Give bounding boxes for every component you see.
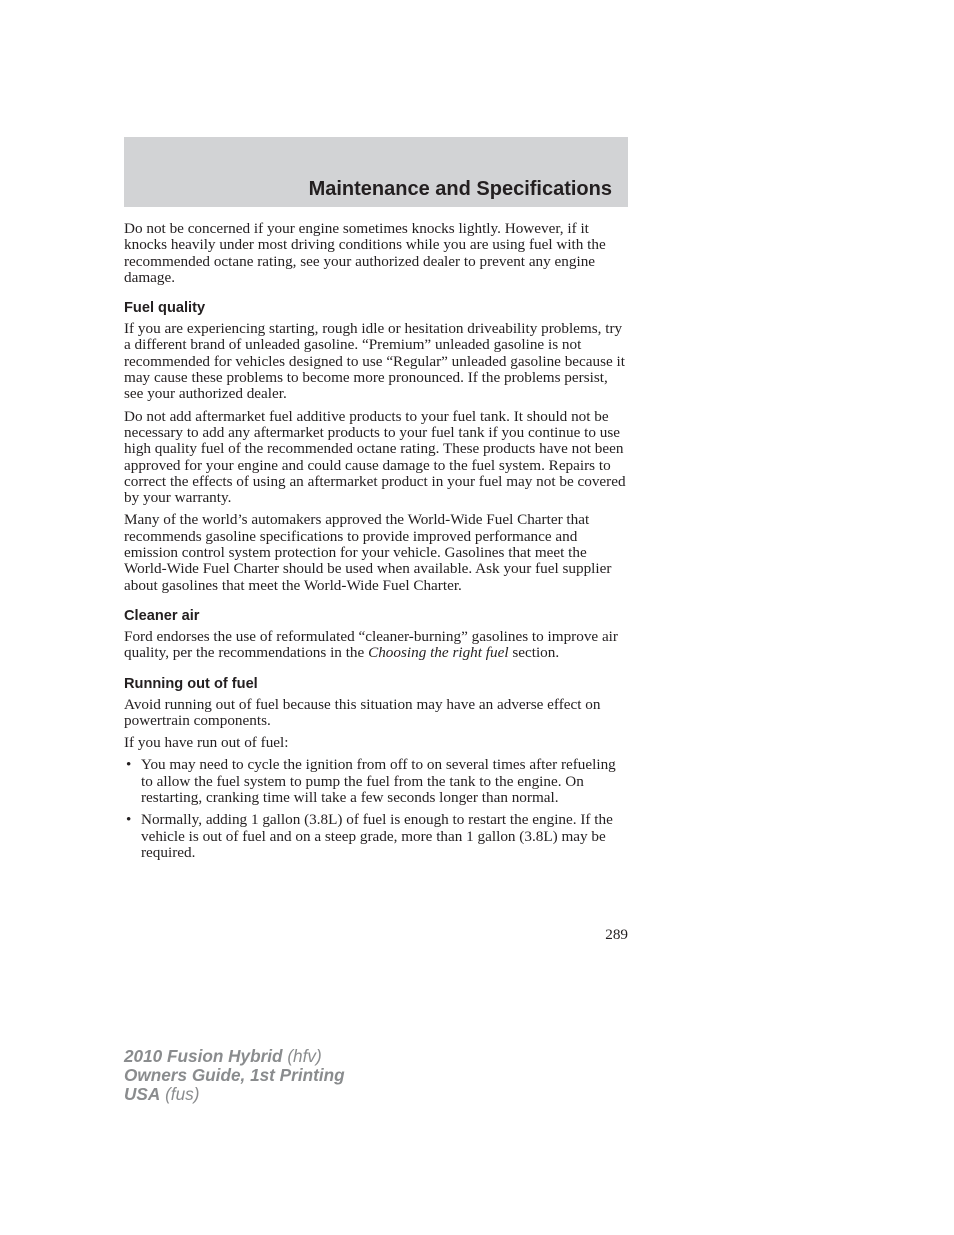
footer-model-code: (hfv) bbox=[282, 1046, 322, 1066]
footer-model: 2010 Fusion Hybrid bbox=[124, 1046, 283, 1066]
fuel-quality-paragraph-1: If you are experiencing starting, rough idle or hesitation driveability problems, try a different brand of unleaded gasoline. “Premium” unleaded gasoline is not recommended for vehicles designed to use “Regular” unleaded gasoline because it may cause these problems to become more pronounced. If the problems persist, see your authorized dealer. bbox=[124, 320, 625, 403]
section-title: Maintenance and Specifications bbox=[308, 178, 612, 200]
list-item bbox=[124, 812, 630, 861]
footer-market-code: (fus) bbox=[160, 1084, 200, 1104]
heading-fuel-quality: Fuel quality bbox=[124, 300, 206, 317]
footer-line-1 bbox=[124, 1047, 345, 1066]
footer-printing: Owners Guide, 1st Printing bbox=[124, 1065, 345, 1085]
list-item-text: You may need to cycle the ignition from off to on several times after refueling to allow the fuel system to pump the fuel from the tank to the engine. On restarting, cranking time will take a few seconds longer than normal. bbox=[141, 756, 616, 807]
list-item-text: Normally, adding 1 gallon (3.8L) of fuel is enough to restart the engine. If the vehicle is out of fuel and on a steep grade, more than 1 gallon (3.8L) may be required. bbox=[141, 811, 613, 861]
running-out-paragraph-2: If you have run out of fuel: bbox=[124, 734, 289, 752]
bullet-icon: • bbox=[126, 756, 132, 774]
running-out-paragraph-1: Avoid running out of fuel because this situation may have an adverse effect on powertrain components. bbox=[124, 695, 601, 729]
running-out-bullet-list bbox=[124, 757, 630, 861]
heading-cleaner-air: Cleaner air bbox=[124, 607, 200, 624]
cleaner-air-paragraph bbox=[124, 629, 630, 662]
page-number: 289 bbox=[605, 926, 628, 943]
footer-imprint bbox=[124, 1047, 345, 1104]
section-header-band bbox=[124, 137, 628, 207]
intro-paragraph: Do not be concerned if your engine sometimes knocks lightly. However, if it knocks heavily under most driving conditions while you are using fuel with the recommended octane rating, see your authorized dealer to prevent any engine damage. bbox=[124, 220, 606, 286]
footer-market: USA bbox=[124, 1084, 161, 1104]
footer-line-2 bbox=[124, 1066, 345, 1085]
page-content bbox=[124, 221, 630, 867]
fuel-quality-paragraph-2: Do not add aftermarket fuel additive products to your fuel tank. It should not be necessary to add any aftermarket products to your fuel tank if you continue to use high quality fuel of the recommended octane rating. These products have not been approved for your engine and could cause damage to the fuel system. Repairs to correct the effects of using an aftermarket product in your fuel may not be covered by your warranty. bbox=[124, 407, 626, 507]
footer-line-3 bbox=[124, 1085, 345, 1104]
cleaner-air-text-after: section. bbox=[508, 644, 560, 662]
heading-running-out-of-fuel: Running out of fuel bbox=[124, 675, 258, 692]
list-item bbox=[124, 757, 630, 806]
cleaner-air-reference: Choosing the right fuel bbox=[368, 644, 509, 662]
fuel-quality-paragraph-3: Many of the world’s automakers approved the World-Wide Fuel Charter that recommends gasoline specifications to provide improved performance and emission control system protection for your vehicle. Gasolines that meet the World-Wide Fuel Charter should be used when available. Ask your fuel supplier about gasolines that meet the World-Wide Fuel Charter. bbox=[124, 511, 612, 594]
bullet-icon: • bbox=[126, 811, 132, 829]
cleaner-air-text-before: Ford endorses the use of reformulated “cleaner-burning” gasolines to improve air quality, per the recommendations in the bbox=[124, 627, 618, 662]
